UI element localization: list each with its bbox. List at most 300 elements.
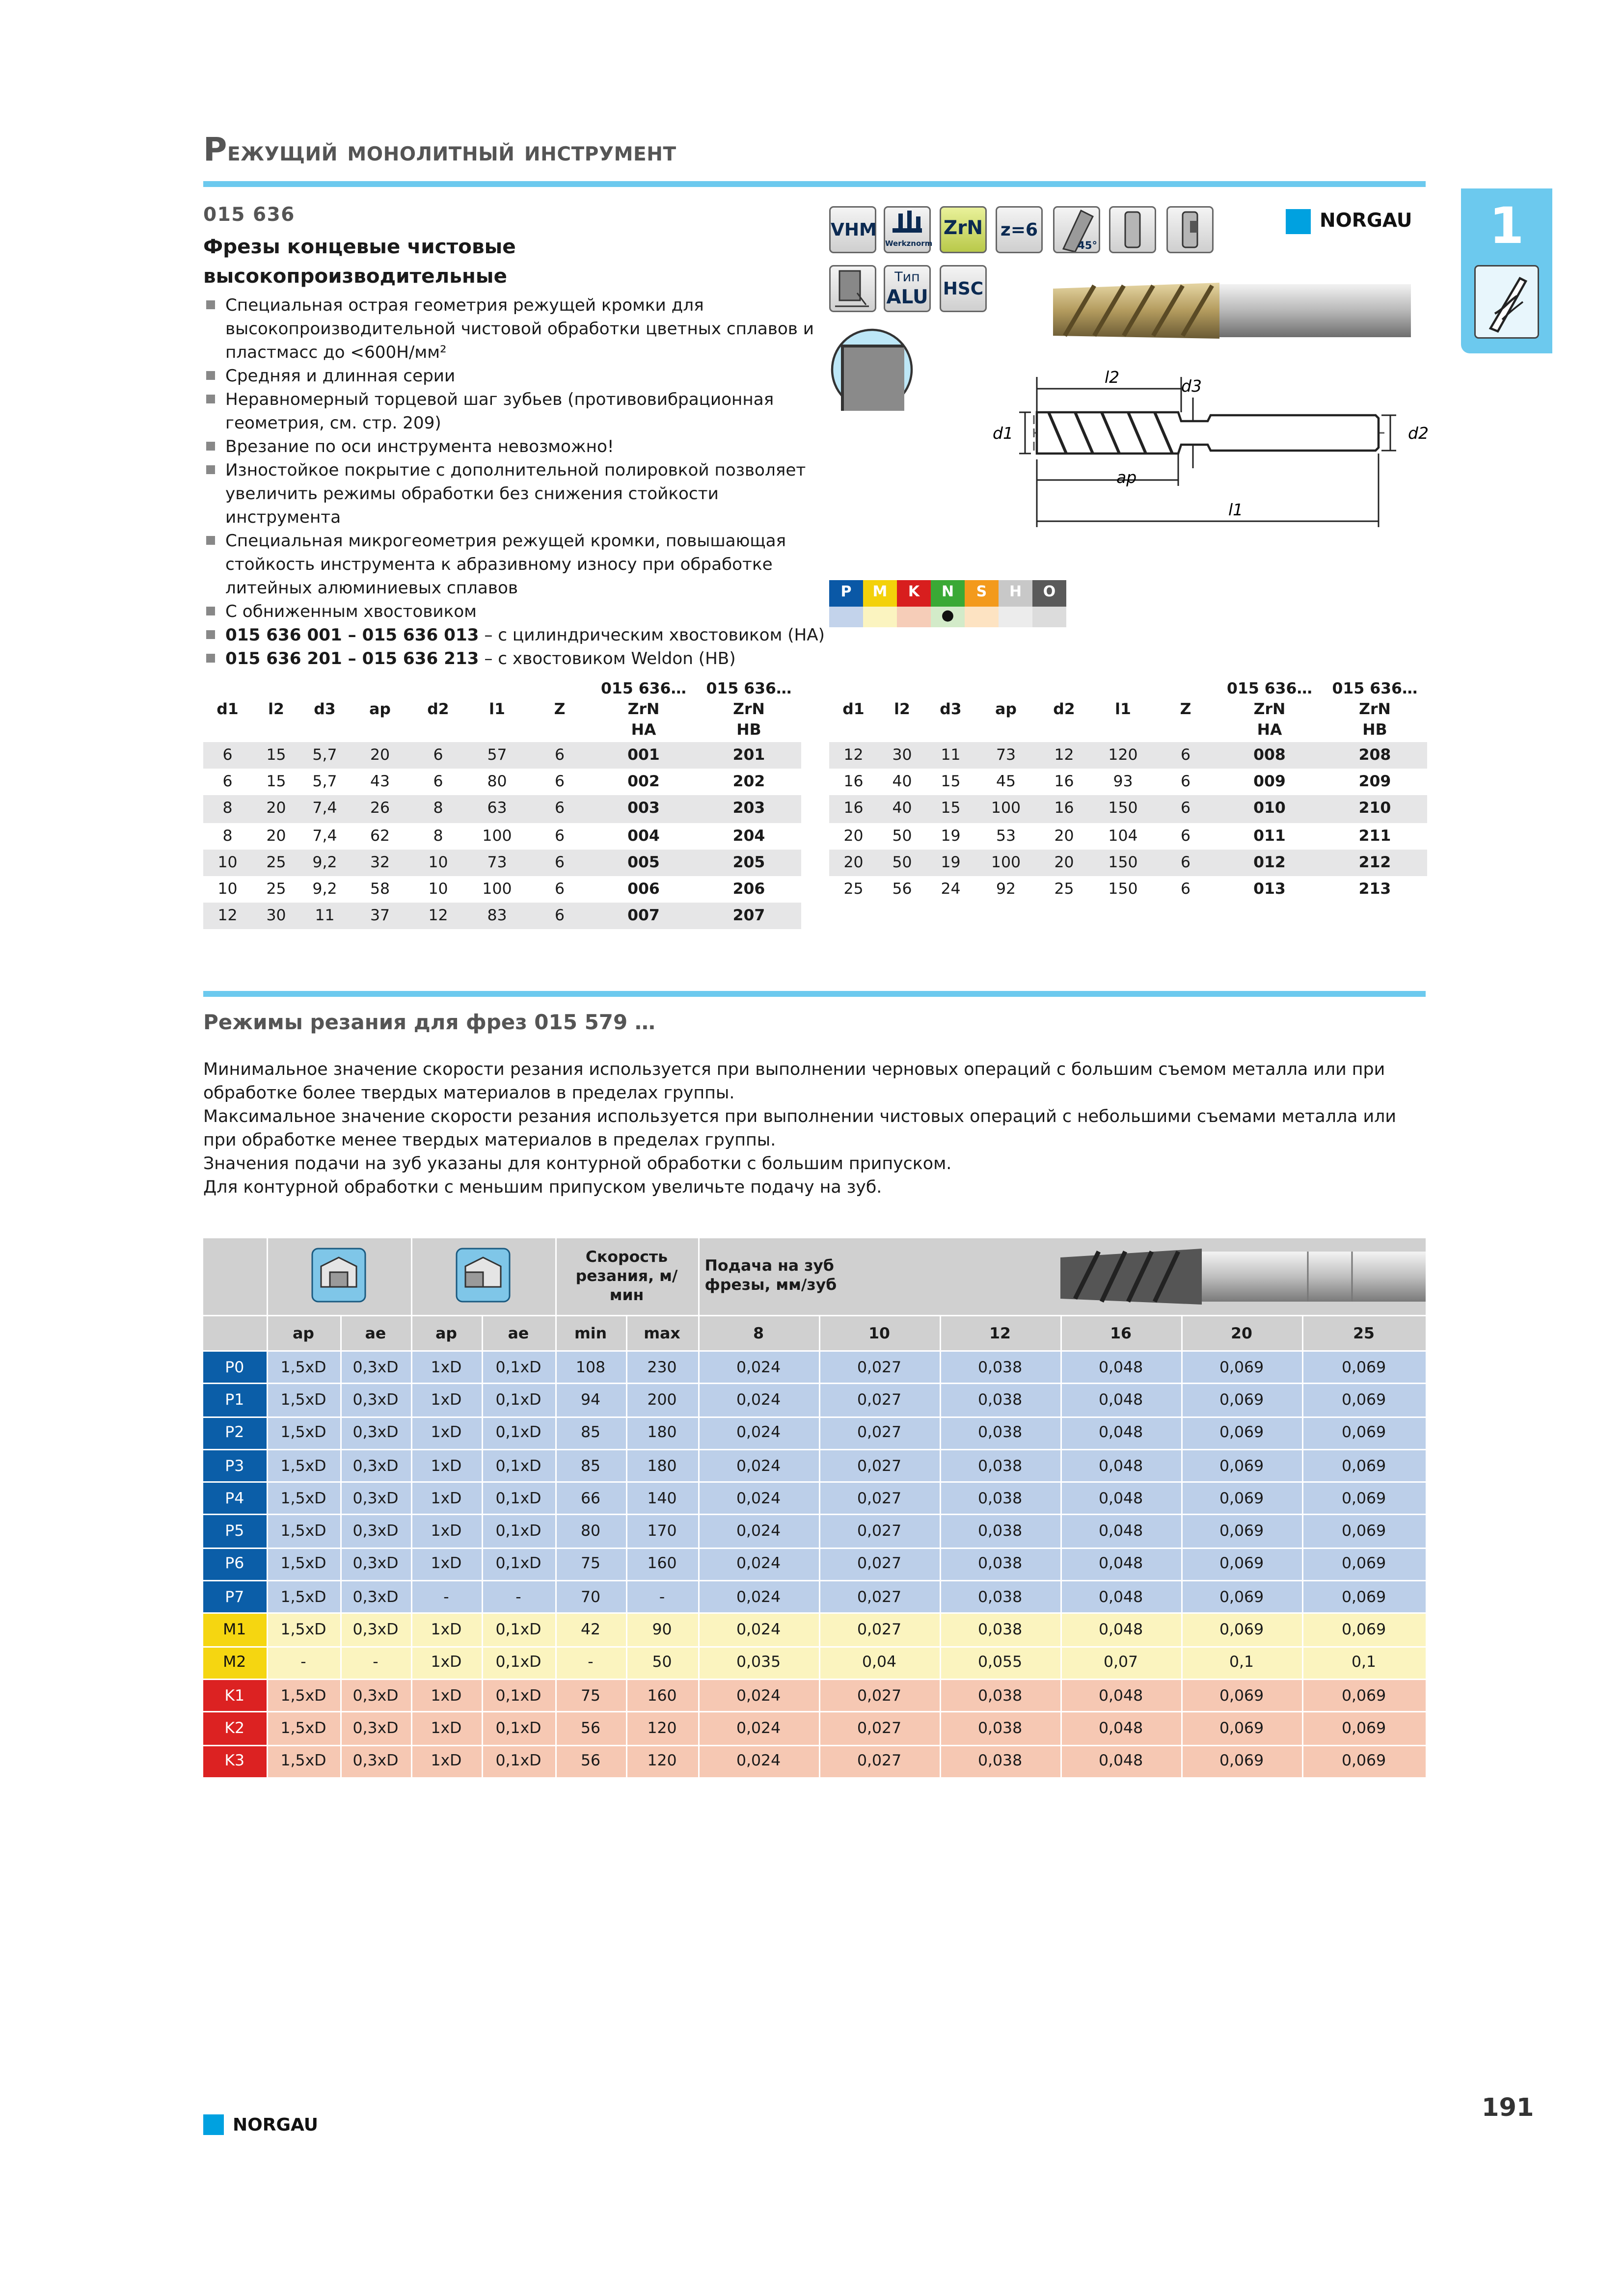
table-cell: 1xD <box>411 1712 482 1745</box>
brand-name: NORGAU <box>1320 211 1412 233</box>
tool-photo <box>1050 277 1411 345</box>
table-cell: 160 <box>626 1679 698 1712</box>
table-cell: 0,038 <box>940 1679 1060 1712</box>
side-milling-icon <box>454 1245 513 1304</box>
table-cell: 25 <box>252 849 300 876</box>
table-cell: 140 <box>626 1482 698 1515</box>
table-cell: 6 <box>222 773 233 791</box>
table-row <box>203 1449 1426 1482</box>
table-row <box>203 1384 1426 1416</box>
teeth-count-icon: z=6 <box>996 206 1043 253</box>
table-cell: 0,069 <box>1302 1581 1426 1614</box>
table-cell: 150 <box>1091 849 1155 876</box>
slot-milling-icon <box>309 1245 368 1304</box>
table-cell: 62 <box>370 827 390 845</box>
table-row <box>203 1745 1426 1778</box>
feature-item: С обниженным хвостовиком <box>203 599 837 623</box>
slot-milling-icon-cell <box>267 1238 411 1316</box>
code-prefix: 015 636… <box>1227 680 1312 698</box>
table-cell: 0,048 <box>1060 1548 1181 1581</box>
table-cell: 100 <box>975 796 1037 823</box>
table-cell: 20 <box>1054 827 1074 845</box>
table-cell: 0,069 <box>1302 1679 1426 1712</box>
table-cell: 0,048 <box>1060 1581 1181 1614</box>
modes-title: Режимы резания для фрез 015 579 … <box>203 1012 655 1035</box>
table-cell: 0,048 <box>1060 1416 1181 1449</box>
table-cell: 6 <box>411 742 465 769</box>
corner-radius-icon <box>829 265 876 312</box>
paragraph-line: обработке более твердых материалов в пределах группы. <box>203 1082 735 1103</box>
alu-type-icon <box>884 265 931 312</box>
table-cell: 0,069 <box>1181 1384 1302 1416</box>
column-header: 8 <box>698 1316 819 1351</box>
helix-angle-icon <box>1053 206 1100 253</box>
chapter-tab <box>1461 188 1552 353</box>
table-cell: 0,048 <box>1060 1614 1181 1647</box>
table-cell: 6 <box>1180 881 1191 899</box>
table-cell: 203 <box>697 796 801 823</box>
table-cell: 0,027 <box>819 1614 940 1647</box>
table-cell: 0,1xD <box>482 1351 555 1384</box>
table-cell: 207 <box>697 903 801 930</box>
table-cell: 0,069 <box>1181 1416 1302 1449</box>
table-cell: 1,5xD <box>267 1482 340 1515</box>
table-cell: 1,5xD <box>267 1515 340 1548</box>
column-header: ae <box>340 1316 411 1351</box>
footer-brand <box>203 2114 318 2135</box>
table-cell: 8 <box>222 827 233 845</box>
table-cell: 42 <box>555 1614 626 1647</box>
table-cell: 40 <box>878 796 926 823</box>
table-row <box>203 1712 1426 1745</box>
table-cell: 93 <box>1113 773 1133 791</box>
table-row <box>203 1548 1426 1581</box>
material-group-O: O <box>1032 580 1066 607</box>
material-group-cell: M2 <box>203 1647 267 1680</box>
table-cell: 0,027 <box>819 1384 940 1416</box>
table-cell: 0,1xD <box>482 1416 555 1449</box>
table-cell: 008 <box>1217 742 1323 769</box>
table-cell: 85 <box>555 1449 626 1482</box>
table-cell: 0,1xD <box>482 1745 555 1778</box>
corner-cell <box>203 1238 267 1316</box>
shank-text: – с хвостовиком Weldon (HB) <box>479 648 736 668</box>
type-label: Тип <box>894 271 920 286</box>
table-cell: 009 <box>1253 773 1286 791</box>
paragraph-line: Минимальное значение скорости резания используется при выполнении черновых операций с большим съемом металла или при <box>203 1059 1385 1079</box>
table-cell: 70 <box>555 1581 626 1614</box>
table-cell: 7,4 <box>312 827 337 845</box>
table-cell: 206 <box>732 881 765 899</box>
table-cell: 6 <box>1180 773 1191 791</box>
technical-drawing <box>990 362 1432 546</box>
table-cell: 0,038 <box>940 1745 1060 1778</box>
table-cell: 6 <box>529 742 591 769</box>
table-cell: 0,069 <box>1302 1614 1426 1647</box>
table-cell: 6 <box>1180 827 1191 845</box>
table-cell: 120 <box>626 1745 698 1778</box>
table-cell: 0,038 <box>940 1614 1060 1647</box>
brand-square-icon <box>203 2114 224 2135</box>
code-prefix: 015 636… <box>706 680 792 698</box>
column-header: max <box>626 1316 698 1351</box>
table-cell: 6 <box>554 881 565 899</box>
table-cell: 20 <box>349 742 411 769</box>
table-cell: 209 <box>1358 773 1391 791</box>
dim-header: d1 <box>216 701 239 719</box>
table-cell: 0,3xD <box>340 1679 411 1712</box>
table-cell: 120 <box>1091 742 1155 769</box>
table-cell: 1,5xD <box>267 1679 340 1712</box>
table-cell: 0,3xD <box>340 1384 411 1416</box>
table-cell: 0,048 <box>1060 1679 1181 1712</box>
material-group-mark <box>1032 607 1066 627</box>
table-cell: 6 <box>529 849 591 876</box>
dim-header: ap <box>369 701 391 719</box>
dim-header: ap <box>995 701 1017 719</box>
material-group-cell: P6 <box>203 1548 267 1581</box>
table-cell: 004 <box>627 827 660 845</box>
table-row <box>203 1647 1426 1680</box>
cutting-modes-table <box>203 1238 1427 1779</box>
label-l2: l2 <box>1105 368 1120 387</box>
zrn-coating-icon: ZrN <box>940 206 987 253</box>
table-cell: 0,027 <box>819 1679 940 1712</box>
dim-header: l1 <box>1115 701 1131 719</box>
table-cell: 0,1xD <box>482 1679 555 1712</box>
table-cell: 0,024 <box>698 1449 819 1482</box>
table-cell: 58 <box>370 881 390 899</box>
table-cell: 001 <box>591 742 697 769</box>
shank-type: HA <box>1257 721 1282 739</box>
table-cell: 0,027 <box>819 1712 940 1745</box>
material-group-labels <box>829 580 1066 607</box>
material-group-marks <box>829 607 1066 627</box>
table-row <box>203 1679 1426 1712</box>
dim-header: d2 <box>427 701 449 719</box>
table-cell: 0,027 <box>819 1416 940 1449</box>
table-cell: 0,069 <box>1181 1449 1302 1482</box>
column-header: min <box>555 1316 626 1351</box>
table-cell: 12 <box>411 903 465 930</box>
brand-square-icon <box>1286 209 1311 234</box>
table-cell: 19 <box>941 827 961 845</box>
material-group-cell: P1 <box>203 1384 267 1416</box>
header-rule <box>203 181 1426 187</box>
dimension-table-left <box>203 677 801 930</box>
table-row <box>203 1581 1426 1614</box>
table-cell: 208 <box>1323 742 1427 769</box>
table-cell: 15 <box>941 773 961 791</box>
table-cell: 10 <box>428 881 448 899</box>
feed-header: Подача на зуб фрезы, мм/зуб <box>704 1257 837 1294</box>
table-cell: 0,3xD <box>340 1482 411 1515</box>
coating-name: ZrN <box>1359 701 1391 719</box>
column-header: ap <box>411 1316 482 1351</box>
table-cell: 57 <box>465 742 529 769</box>
table-cell: 0,048 <box>1060 1449 1181 1482</box>
table-cell: 100 <box>482 827 512 845</box>
table-cell: 15 <box>926 796 975 823</box>
label-ap: ap <box>1116 468 1137 487</box>
table-cell: 100 <box>975 849 1037 876</box>
table-cell: 0,1 <box>1302 1647 1426 1680</box>
table-cell: 1xD <box>411 1482 482 1515</box>
table-row <box>203 823 801 850</box>
footer-brand-name: NORGAU <box>233 2114 318 2135</box>
column-header: 25 <box>1302 1316 1426 1351</box>
table-cell: 73 <box>465 849 529 876</box>
table-cell: 8 <box>411 796 465 823</box>
table-row <box>203 1515 1426 1548</box>
table-cell: 010 <box>1217 796 1323 823</box>
werkznorm-label: Werkznorm <box>885 240 933 249</box>
dim-header: d1 <box>842 701 865 719</box>
table-cell: 24 <box>941 881 961 899</box>
table-cell: 25 <box>266 881 286 899</box>
table-cell: 120 <box>626 1712 698 1745</box>
table-cell: 0,027 <box>819 1351 940 1384</box>
table-cell: 10 <box>411 849 465 876</box>
table-cell: 5,7 <box>312 773 337 791</box>
material-group-cell: P2 <box>203 1416 267 1449</box>
table-cell: 0,038 <box>940 1416 1060 1449</box>
table-cell: 1,5xD <box>267 1745 340 1778</box>
dim-header: l2 <box>894 701 910 719</box>
table-cell: 30 <box>252 903 300 930</box>
table-cell: 150 <box>1091 796 1155 823</box>
table-cell: 1,5xD <box>267 1548 340 1581</box>
column-header: 10 <box>819 1316 940 1351</box>
table-cell: 0,024 <box>698 1581 819 1614</box>
table-cell: 0,024 <box>698 1416 819 1449</box>
weldon-shank-icon <box>1166 206 1214 253</box>
end-mill-image <box>1057 1243 1425 1310</box>
table-cell: 0,069 <box>1302 1712 1426 1745</box>
shank-type: HB <box>736 721 761 739</box>
paragraph-line: при обработке менее твердых материалов в пределах группы. <box>203 1129 776 1150</box>
material-group-cell: K2 <box>203 1712 267 1745</box>
table-cell: 56 <box>555 1745 626 1778</box>
table-cell: 66 <box>555 1482 626 1515</box>
feature-item: Врезание по оси инструмента невозможно! <box>203 434 837 458</box>
table-cell: 50 <box>878 849 926 876</box>
table-cell: 5,7 <box>300 742 349 769</box>
table-cell: 0,069 <box>1302 1384 1426 1416</box>
feature-item: Изностойкое покрытие с дополнительной полировкой позволяет увеличить режимы обработки без снижения стойкости инструмента <box>203 458 837 529</box>
table-cell: 0,048 <box>1060 1482 1181 1515</box>
coating-name: ZrN <box>733 701 765 719</box>
brand-logo <box>1286 209 1412 234</box>
table-row <box>203 1351 1426 1384</box>
table-cell: 12 <box>1037 742 1091 769</box>
dim-header: d3 <box>940 701 962 719</box>
column-header: 20 <box>1181 1316 1302 1351</box>
side-milling-icon-cell <box>411 1238 555 1316</box>
table-cell: 0,027 <box>819 1548 940 1581</box>
table-cell: 6 <box>554 827 565 845</box>
table-row <box>203 1482 1426 1515</box>
shank-text: – с цилиндрическим хвостовиком (HA) <box>479 624 825 645</box>
table-cell: 0,027 <box>819 1745 940 1778</box>
table-cell: 56 <box>555 1712 626 1745</box>
table-cell: 0,024 <box>698 1548 819 1581</box>
shank-line <box>203 623 837 646</box>
table-row <box>203 1416 1426 1449</box>
table-cell: 50 <box>892 827 912 845</box>
table-cell: 201 <box>697 742 801 769</box>
table-cell: 1xD <box>411 1384 482 1416</box>
table-cell: 26 <box>349 796 411 823</box>
table-row <box>829 823 1427 850</box>
material-groups <box>829 580 1066 627</box>
code-header-ha <box>591 677 697 742</box>
material-group-M: M <box>863 580 897 607</box>
table-cell: 0,069 <box>1181 1581 1302 1614</box>
table-cell: 0,069 <box>1181 1712 1302 1745</box>
material-group-mark <box>863 607 897 627</box>
feature-item: Средняя и длинная серии <box>203 364 837 387</box>
table-cell: 108 <box>555 1351 626 1384</box>
table-cell: 0,1xD <box>482 1614 555 1647</box>
table-cell: 0,024 <box>698 1384 819 1416</box>
table-cell: 0,1xD <box>482 1515 555 1548</box>
coating-name: ZrN <box>1253 701 1286 719</box>
table-cell: 6 <box>1155 849 1217 876</box>
code-prefix: 015 636… <box>1332 680 1418 698</box>
material-group-cell: P3 <box>203 1449 267 1482</box>
feature-item: Специальная острая геометрия режущей кромки для высокопроизводительной чистовой обработки цветных сплавов и пластмасс до <600Н/мм² <box>203 293 837 364</box>
column-header: ap <box>267 1316 340 1351</box>
speed-header: Скорость резания, м/мин <box>555 1238 698 1316</box>
table-cell: 0,024 <box>698 1679 819 1712</box>
material-group-cell: M1 <box>203 1614 267 1647</box>
feature-item: Специальная микрогеометрия режущей кромки, повышающая стойкость инструмента к абразивному износу при обработке литейных алюминиевых сплавов <box>203 529 837 599</box>
modes-paragraph <box>203 1057 1426 1199</box>
table-cell: 0,3xD <box>340 1712 411 1745</box>
table-cell: 1xD <box>411 1515 482 1548</box>
table-cell: 1,5xD <box>267 1449 340 1482</box>
dim-header: Z <box>554 701 566 719</box>
table-cell: 20 <box>1037 849 1091 876</box>
table-cell: 0,069 <box>1302 1515 1426 1548</box>
table-cell: 202 <box>732 773 765 791</box>
table-cell: 0,3xD <box>340 1416 411 1449</box>
table-cell: 0,024 <box>698 1745 819 1778</box>
table-cell: 9,2 <box>300 849 349 876</box>
material-group-cell: P5 <box>203 1515 267 1548</box>
material-group-cell: P4 <box>203 1482 267 1515</box>
table-cell: 0,1xD <box>482 1384 555 1416</box>
table-cell: - <box>411 1581 482 1614</box>
table-row <box>203 742 801 769</box>
table-cell: 007 <box>591 903 697 930</box>
material-group-S: S <box>965 580 999 607</box>
table-cell: 0,027 <box>819 1449 940 1482</box>
page-title <box>203 133 676 169</box>
chapter-number: 1 <box>1489 197 1524 256</box>
table-cell: 0,069 <box>1302 1482 1426 1515</box>
coating-name: ZrN <box>627 701 660 719</box>
table-cell: 0,3xD <box>340 1351 411 1384</box>
paragraph-line: Значения подачи на зуб указаны для контурной обработки с большим припуском. <box>203 1153 952 1174</box>
table-cell: 1xD <box>411 1449 482 1482</box>
table-cell: 45 <box>996 773 1016 791</box>
table-cell: 15 <box>266 773 286 791</box>
table-cell: 25 <box>843 881 864 899</box>
table-cell: 0,038 <box>940 1581 1060 1614</box>
table-cell: 83 <box>465 903 529 930</box>
column-header: 16 <box>1060 1316 1181 1351</box>
table-row <box>203 796 801 823</box>
table-row <box>203 849 801 876</box>
section-rule <box>203 991 1426 997</box>
table-cell: 1,5xD <box>267 1384 340 1416</box>
material-group-mark <box>965 607 999 627</box>
table-cell: 002 <box>627 773 660 791</box>
table-cell: 30 <box>878 742 926 769</box>
table-cell: 104 <box>1108 827 1138 845</box>
table-cell: 0,069 <box>1302 1416 1426 1449</box>
table-cell: 200 <box>626 1384 698 1416</box>
table-cell: 0,035 <box>698 1647 819 1680</box>
material-group-P: P <box>829 580 863 607</box>
table-cell: 8 <box>433 827 443 845</box>
material-group-K: K <box>897 580 931 607</box>
table-cell: 0,069 <box>1181 1515 1302 1548</box>
table-cell: 20 <box>266 827 286 845</box>
table-cell: 80 <box>487 773 507 791</box>
feature-item: Неравномерный торцевой шаг зубьев (противовибрационная геометрия, см. стр. 209) <box>203 387 837 434</box>
table-cell: 003 <box>591 796 697 823</box>
table-cell: 80 <box>555 1515 626 1548</box>
table-cell: 56 <box>892 881 912 899</box>
table-cell: 211 <box>1358 827 1391 845</box>
table-cell: 37 <box>349 903 411 930</box>
table-cell: 0,038 <box>940 1548 1060 1581</box>
table-cell: 0,069 <box>1181 1351 1302 1384</box>
table-cell: 0,3xD <box>340 1614 411 1647</box>
table-cell: 94 <box>555 1384 626 1416</box>
table-cell: 0,038 <box>940 1351 1060 1384</box>
column-header: ae <box>482 1316 555 1351</box>
label-d3: d3 <box>1181 376 1202 396</box>
table-cell: 20 <box>829 849 878 876</box>
cutting-edge-profile-icon <box>828 325 916 414</box>
table-cell: 1xD <box>411 1351 482 1384</box>
table-cell: 0,1xD <box>482 1548 555 1581</box>
table-cell: 1xD <box>411 1679 482 1712</box>
feature-list <box>203 293 837 670</box>
table-cell: 6 <box>433 773 443 791</box>
table-cell: 1,5xD <box>267 1712 340 1745</box>
table-cell: 006 <box>627 881 660 899</box>
table-cell: 0,1 <box>1181 1647 1302 1680</box>
table-cell: 40 <box>892 773 912 791</box>
table-cell: 0,038 <box>940 1515 1060 1548</box>
table-cell: 0,07 <box>1060 1647 1181 1680</box>
table-cell: 0,027 <box>819 1581 940 1614</box>
table-cell: 212 <box>1323 849 1427 876</box>
dim-header: d3 <box>314 701 336 719</box>
table-cell: 1xD <box>411 1614 482 1647</box>
table-cell: 75 <box>555 1548 626 1581</box>
product-code: 015 636 <box>203 205 295 227</box>
table-cell: 1,5xD <box>267 1581 340 1614</box>
table-cell: 19 <box>926 849 975 876</box>
code-header-hb <box>1323 677 1427 742</box>
table-cell: 6 <box>529 796 591 823</box>
